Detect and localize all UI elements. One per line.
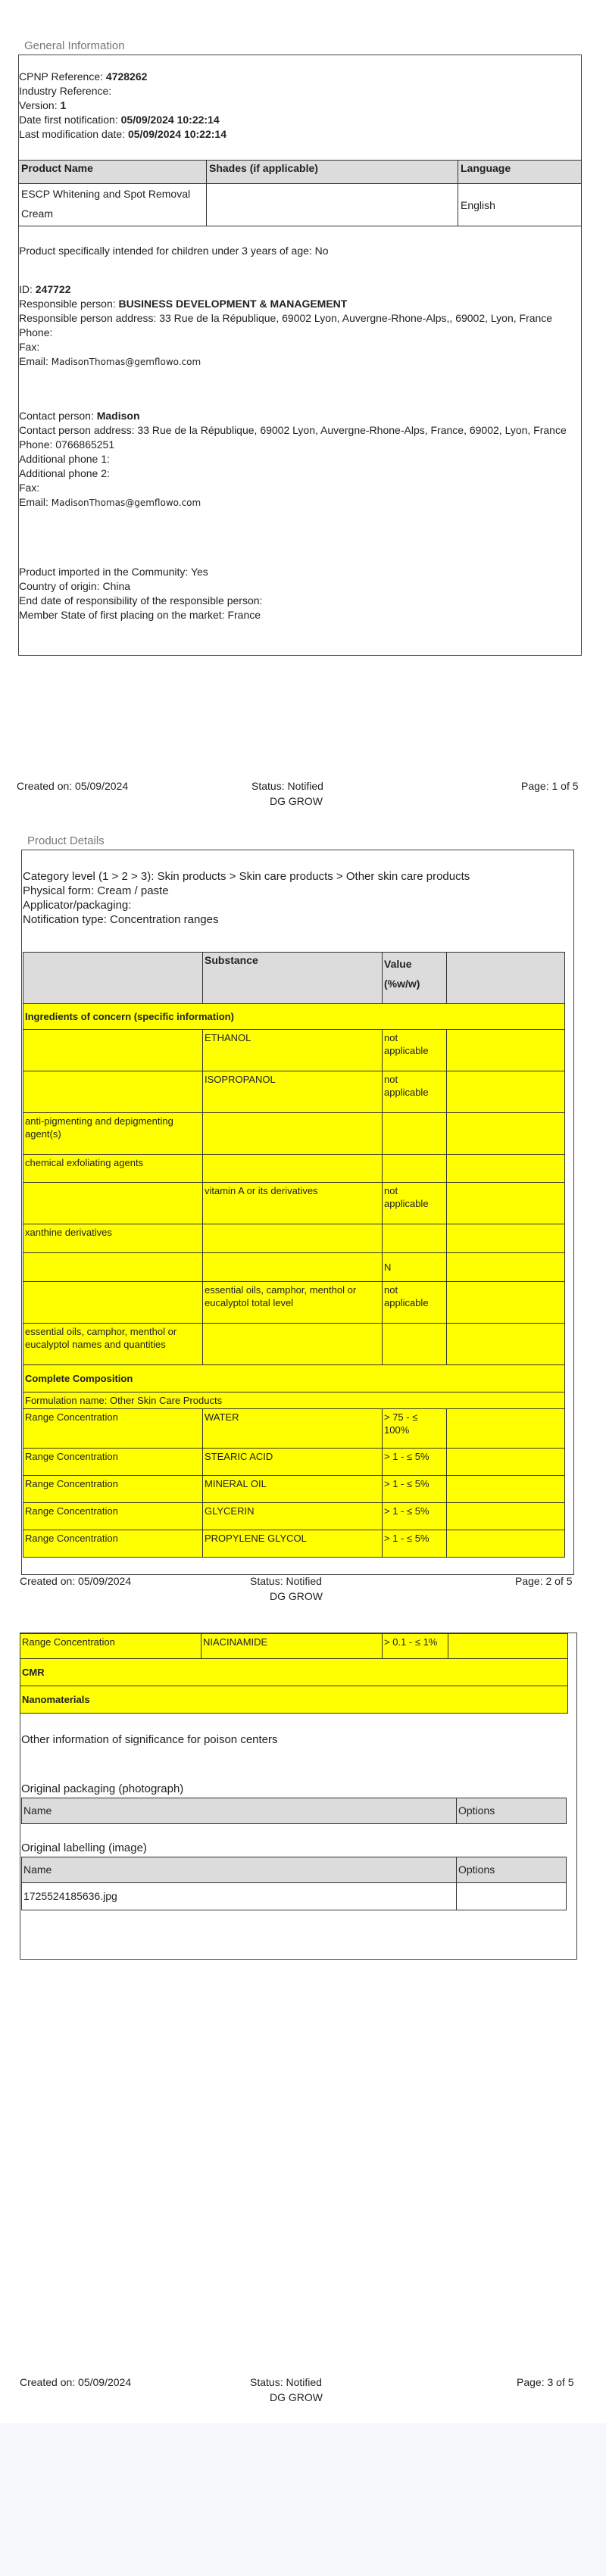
product-details-legend: Product Details [23, 834, 109, 847]
contact-email-label: Email: [19, 496, 52, 508]
cpnp-value: 4728262 [105, 70, 148, 83]
applicator-line: Applicator/packaging: [23, 899, 132, 912]
additional-phone-1: Additional phone 1: [19, 453, 110, 465]
version-value: 1 [60, 99, 67, 111]
concern-row: essential oils, camphor, menthol or eucalyptol total level not applicable [23, 1282, 565, 1324]
col-language: Language [458, 161, 582, 184]
footer-created-3: Created on: 05/09/2024 [20, 2376, 132, 2388]
contact-address: Contact person address: 33 Rue de la République, 69002 Lyon, Auvergne-Rhone-Alps, France, 69002, Lyon, France [19, 424, 567, 436]
col-shades: Shades (if applicable) [207, 161, 458, 184]
category-line: Category level (1 > 2 > 3): Skin products > Skin care products > Other skin care products [23, 870, 470, 883]
contact-person-block [19, 409, 579, 510]
first-notification-value: 05/09/2024 10:22:14 [120, 114, 220, 126]
contact-phone: Phone: 0766865251 [19, 438, 115, 451]
formulation-name: Formulation name: Other Skin Care Products [23, 1392, 565, 1409]
footer-page-3: Page: 3 of 5 [517, 2376, 574, 2388]
col-value: Value (%w/w) [383, 953, 447, 1004]
concern-row: xanthine derivatives [23, 1224, 565, 1253]
product-name-cell: ESCP Whitening and Spot Removal Cream [19, 184, 207, 226]
responsible-email-value: MadisonThomas@gemflowo.com [51, 357, 201, 367]
responsible-person-value: BUSINESS DEVELOPMENT & MANAGEMENT [118, 298, 348, 310]
concern-row: anti-pigmenting and depigmenting agent(s) [23, 1113, 565, 1155]
continued-composition-table [20, 1633, 568, 1714]
first-notification-label: Date first notification: [19, 114, 121, 126]
col-empty-2 [447, 953, 565, 1004]
responsible-email-label: Email: [19, 355, 52, 367]
col-substance: Substance [203, 953, 383, 1004]
concern-row: chemical exfoliating agents [23, 1155, 565, 1183]
responsible-address: Responsible person address: 33 Rue de la République, 69002 Lyon, Auvergne-Rhone-Alps,, 69002, Lyon, France [19, 312, 553, 324]
section-nanomaterials: Nanomaterials [20, 1686, 568, 1714]
packaging-table [21, 1798, 567, 1824]
concern-row: ISOPROPANOL not applicable [23, 1071, 565, 1113]
label-file-name: 1725524185636.jpg [22, 1883, 457, 1910]
original-labelling-title: Original labelling (image) [21, 1842, 147, 1854]
footer-status-2: Status: Notified [250, 1575, 322, 1587]
col-name: Name [22, 1857, 457, 1883]
version-label: Version: [19, 99, 61, 111]
product-name-table [18, 160, 582, 226]
col-options: Options [457, 1798, 567, 1824]
composition-row: Range Concentration NIACINAMIDE > 0.1 - ≤ 1% [20, 1634, 568, 1659]
ingredients-table [23, 952, 565, 1558]
import-block [19, 565, 579, 622]
poison-centers-line: Other information of significance for poison centers [21, 1733, 278, 1746]
section-ingredients-concern: Ingredients of concern (specific information) [23, 1004, 565, 1030]
origin-line: Country of origin: China [19, 580, 131, 592]
responsible-person-label: Responsible person: [19, 298, 119, 310]
footer-created-1: Created on: 05/09/2024 [17, 780, 129, 792]
contact-fax: Fax: [19, 482, 40, 494]
composition-row: Range Concentration PROPYLENE GLYCOL > 1 - ≤ 5% [23, 1530, 565, 1558]
section-cmr: CMR [20, 1659, 568, 1686]
physical-form-line: Physical form: Cream / paste [23, 884, 169, 897]
concern-row: vitamin A or its derivatives not applicable [23, 1183, 565, 1224]
footer-dg-3: DG GROW [270, 2391, 323, 2403]
col-empty-1 [23, 953, 203, 1004]
col-options: Options [457, 1857, 567, 1883]
concern-row: essential oils, camphor, menthol or eucalyptol names and quantities [23, 1324, 565, 1365]
product-details-block [23, 869, 568, 927]
additional-phone-2: Additional phone 2: [19, 467, 110, 479]
responsible-fax: Fax: [19, 341, 40, 353]
label-file-options [457, 1883, 567, 1910]
end-date-line: End date of responsibility of the responsible person: [19, 594, 263, 607]
last-modification-value: 05/09/2024 10:22:14 [127, 128, 226, 140]
contact-person-value: Madison [96, 410, 140, 422]
id-label: ID: [19, 283, 36, 295]
footer-page-2: Page: 2 of 5 [515, 1575, 573, 1587]
concern-row: N [23, 1253, 565, 1282]
member-state-line: Member State of first placing on the market: France [19, 609, 261, 621]
col-product-name: Product Name [19, 161, 207, 184]
contact-email-value: MadisonThomas@gemflowo.com [51, 497, 201, 508]
children-line: Product specifically intended for children under 3 years of age: No [19, 245, 329, 257]
contact-person-label: Contact person: [19, 410, 97, 422]
section-complete-composition: Complete Composition [23, 1365, 565, 1392]
bottom-background [0, 2423, 606, 2576]
composition-row: Range Concentration GLYCERIN > 1 - ≤ 5% [23, 1503, 565, 1530]
notification-type-line: Notification type: Concentration ranges [23, 913, 219, 926]
footer-created-2: Created on: 05/09/2024 [20, 1575, 132, 1587]
last-modification-label: Last modification date: [19, 128, 128, 140]
composition-row: Range Concentration MINERAL OIL > 1 - ≤ 5% [23, 1476, 565, 1503]
shades-cell [207, 184, 458, 226]
responsible-person-block [19, 282, 579, 370]
general-information-legend: General Information [20, 39, 130, 52]
composition-row: Range Concentration WATER > 75 - ≤ 100% [23, 1409, 565, 1449]
responsible-phone: Phone: [19, 326, 53, 338]
footer-status-1: Status: Notified [251, 780, 323, 792]
footer-dg-2: DG GROW [270, 1590, 323, 1602]
general-info-block [19, 70, 579, 142]
imported-line: Product imported in the Community: Yes [19, 566, 208, 578]
id-value: 247722 [35, 283, 71, 295]
industry-reference: Industry Reference: [19, 85, 112, 97]
footer-dg-1: DG GROW [270, 795, 323, 807]
footer-page-1: Page: 1 of 5 [521, 780, 579, 792]
composition-row: Range Concentration STEARIC ACID > 1 - ≤ 5% [23, 1449, 565, 1476]
footer-status-3: Status: Notified [250, 2376, 322, 2388]
cpnp-label: CPNP Reference: [19, 70, 106, 83]
original-packaging-title: Original packaging (photograph) [21, 1782, 184, 1795]
concern-row: ETHANOL not applicable [23, 1030, 565, 1071]
col-name: Name [22, 1798, 457, 1824]
labelling-table [21, 1857, 567, 1910]
language-cell: English [458, 184, 582, 226]
